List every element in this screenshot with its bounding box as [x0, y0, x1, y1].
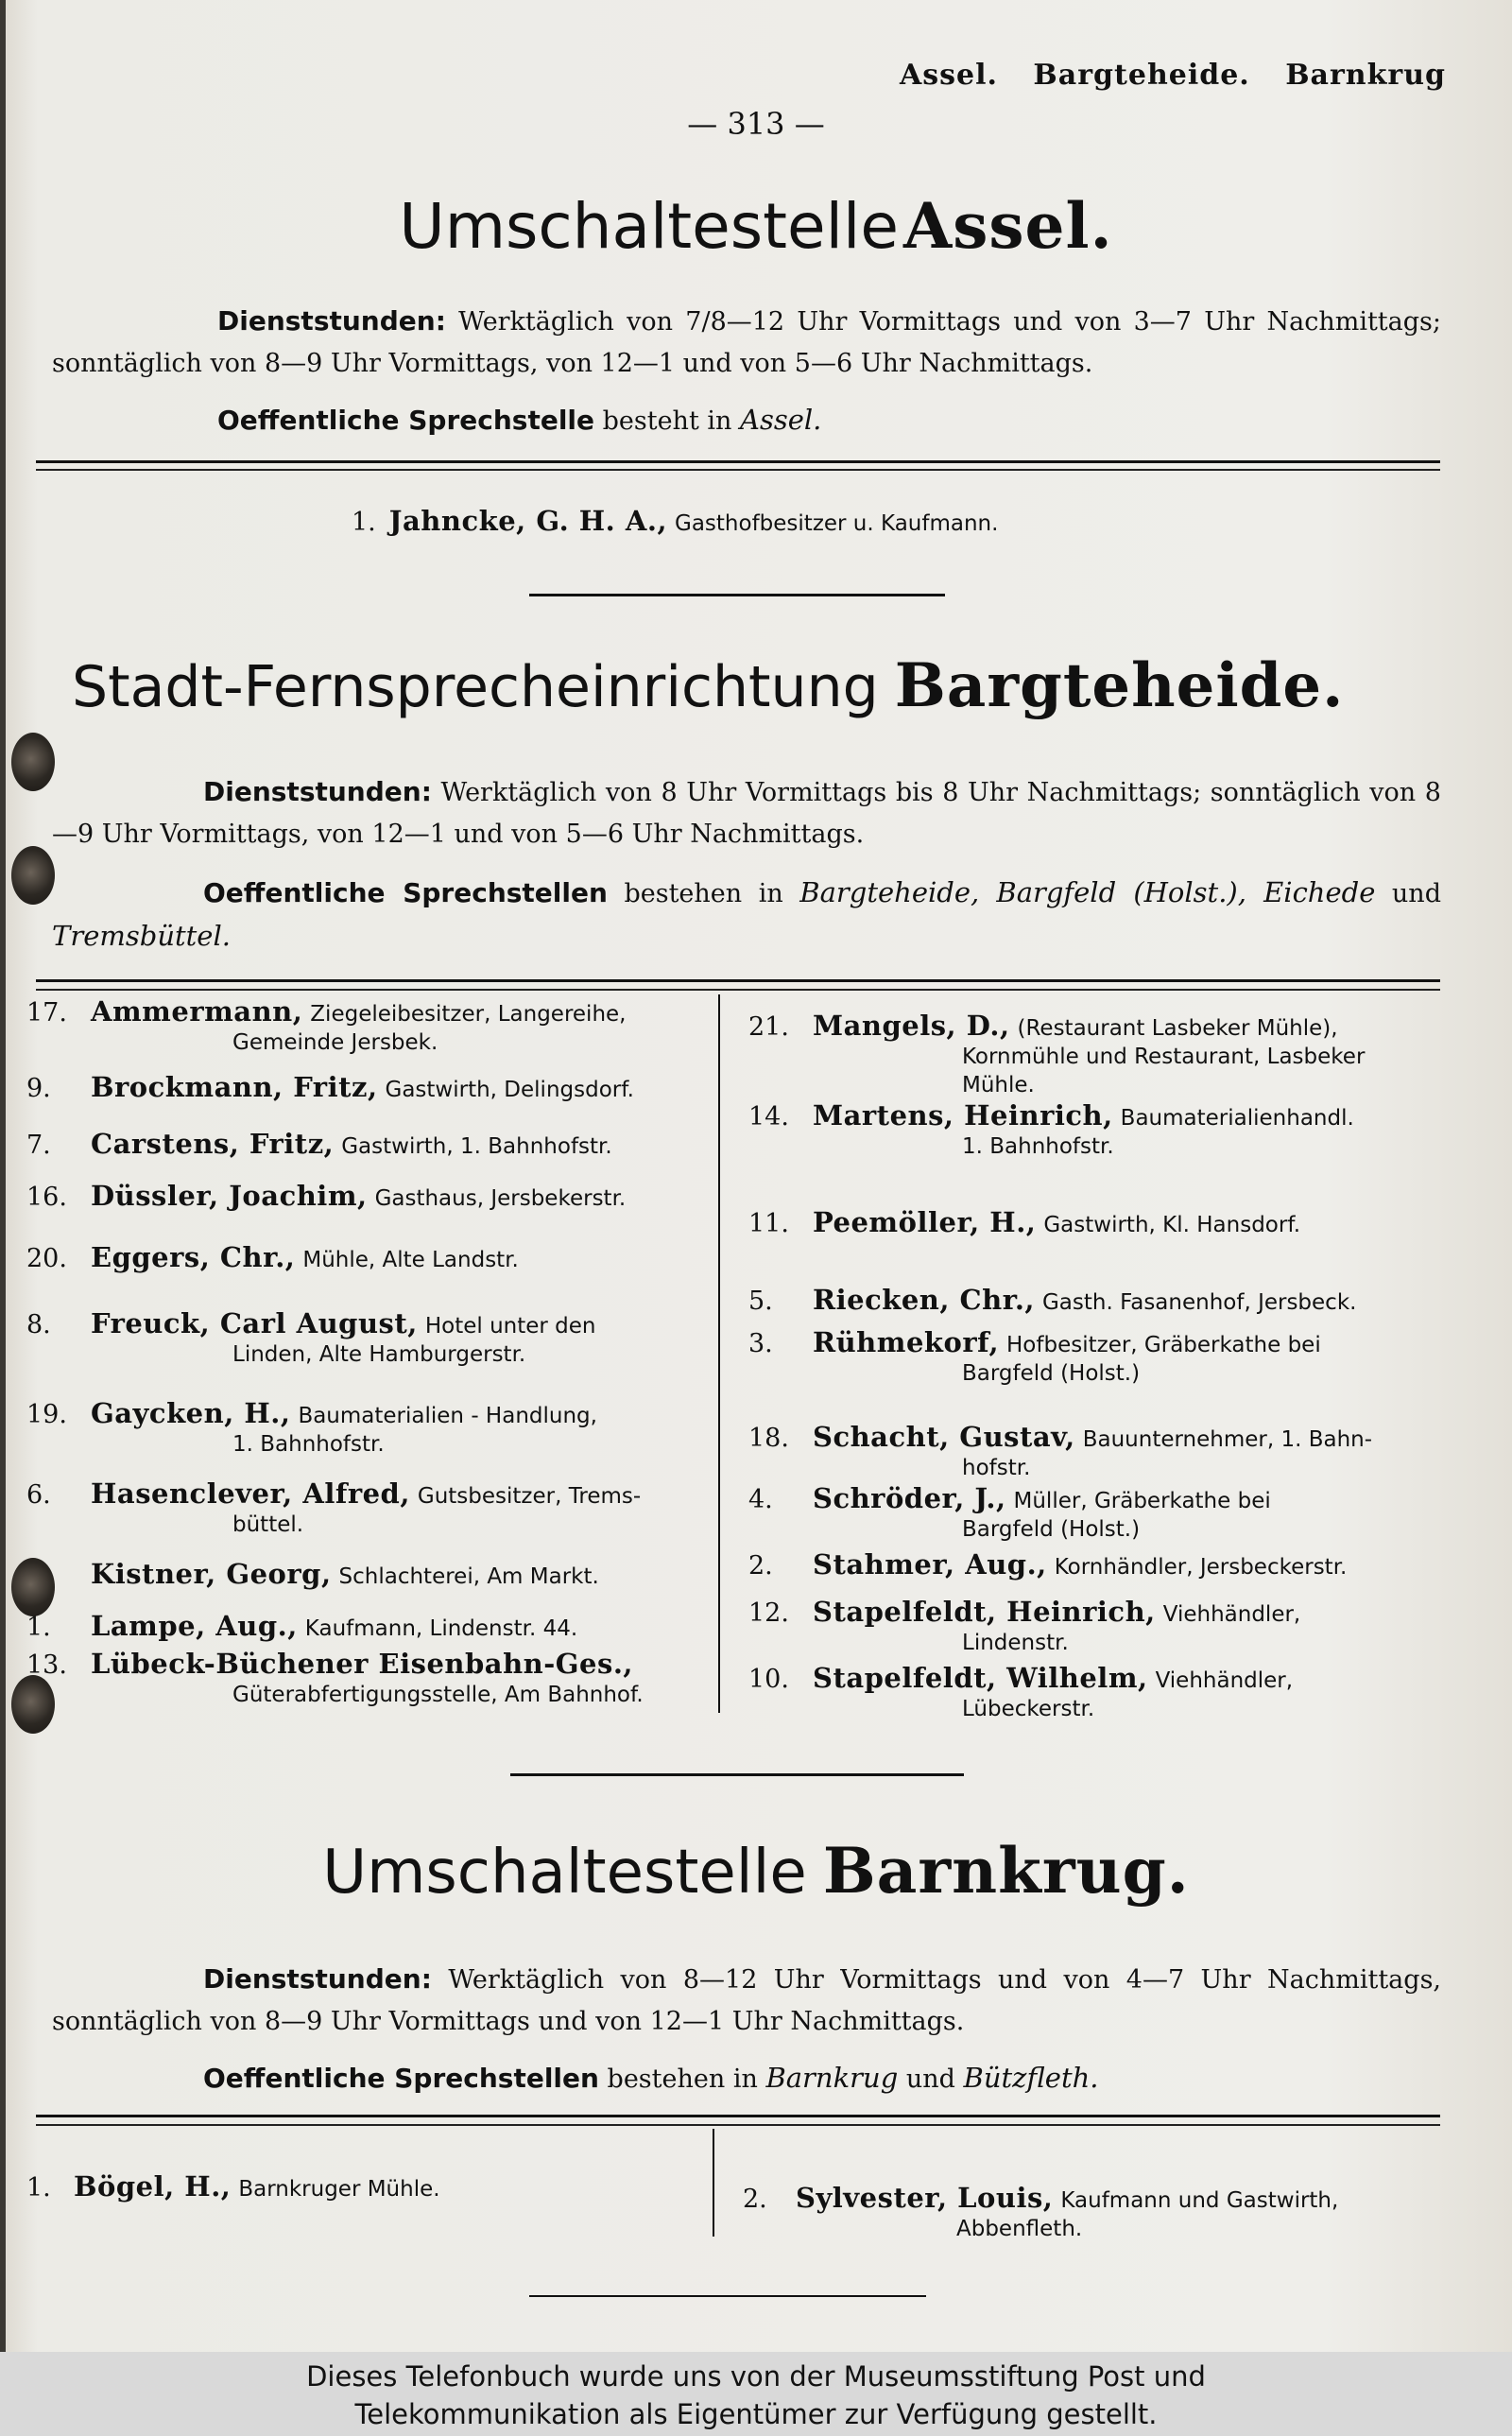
header-place: Barnkrug — [1285, 59, 1446, 92]
entry-number: 6. — [26, 1480, 51, 1510]
entry-continuation: hofstr. — [962, 1456, 1031, 1480]
list-item — [26, 1560, 707, 1591]
punch-hole — [11, 733, 55, 791]
entry-description: Gasth. Fasanenhof, Jersbeck. — [1041, 1290, 1357, 1315]
entry-continuation: 1. Bahnhofstr. — [232, 1432, 385, 1457]
entry-number: 8. — [26, 1310, 51, 1339]
section-divider — [529, 2295, 926, 2297]
entry-name: Eggers, Chr., — [91, 1241, 296, 1273]
entry-name: Carstens, Fritz, — [91, 1128, 335, 1160]
entry-name: Mangels, D., — [813, 1010, 1010, 1042]
entry-continuation: 1. Bahnhofstr. — [962, 1134, 1114, 1159]
entry-description: Baumaterialien - Handlung, — [298, 1404, 597, 1428]
entry-number: 3. — [748, 1329, 773, 1358]
section-title-barnkrug: Umschaltestelle Barnkrug. — [322, 1834, 1190, 1908]
column-divider — [718, 994, 720, 1713]
list-item — [26, 1130, 707, 1161]
entry-description: Mühle, Alte Landstr. — [302, 1248, 519, 1272]
list-item: 1. Jahncke, G. H. A., Gasthofbesitzer u. Kaufmann. — [352, 505, 999, 537]
entry-name: Riecken, Chr., — [813, 1284, 1036, 1316]
assel-hours: Dienststunden: Werktäglich von 7/8—12 Uhr Vormittags und von 3—7 Uhr Nachmittags; sonntäglich von 8—9 Uhr Vormittags, von 12—1 und von 5—6 Uhr Nachmittags. — [52, 305, 1441, 378]
entry-name: Hasenclever, Alfred, — [91, 1477, 410, 1510]
entry-continuation: Kornmühle und Restaurant, Lasbeker Mühle. — [962, 1045, 1366, 1097]
entry-description: Kornhändler, Jersbeckerstr. — [1054, 1555, 1348, 1580]
entry-name: Stapelfeldt, Wilhelm, — [813, 1662, 1148, 1694]
entry-description: Bauunternehmer, 1. Bahn- — [1082, 1427, 1373, 1452]
entry-number: 9. — [26, 1074, 51, 1103]
entry-name: Martens, Heinrich, — [813, 1099, 1113, 1132]
rule — [36, 2124, 1440, 2126]
entry-number: 14. — [748, 1102, 789, 1132]
list-item — [748, 1484, 1434, 1544]
entry-number: 18. — [748, 1424, 789, 1453]
entry-continuation: Gemeinde Jersbek. — [232, 1030, 438, 1055]
list-item — [26, 1309, 707, 1369]
entry-description: Gastwirth, 1. Bahnhofstr. — [341, 1134, 612, 1159]
entry-number: 5. — [748, 1287, 773, 1316]
rule — [36, 2115, 1440, 2117]
entry-name: Stahmer, Aug., — [813, 1548, 1047, 1581]
entry-description: Kaufmann, Lindenstr. 44. — [304, 1616, 578, 1641]
list-item — [26, 1479, 707, 1539]
list-item — [748, 1011, 1434, 1099]
entry-number: 1. — [26, 1613, 51, 1642]
entry-description: Hotel unter den — [424, 1314, 596, 1339]
header-place: Assel. — [899, 59, 998, 92]
list-item — [26, 997, 707, 1057]
entry-name: Schacht, Gustav, — [813, 1421, 1075, 1453]
bargteheide-offices: Oeffentliche Sprechstellen bestehen in Bargteheide, Bargfeld (Holst.), Eichede und Tremsbüttel. — [52, 876, 1441, 952]
list-item — [748, 1286, 1434, 1317]
assel-offices: Oeffentliche Sprechstelle besteht in Assel. — [217, 404, 822, 436]
entry-continuation: Bargfeld (Holst.) — [962, 1361, 1141, 1386]
list-item — [748, 1598, 1434, 1657]
list-item — [26, 1399, 707, 1459]
entry-description: Viehhändler, — [1155, 1668, 1294, 1693]
entry-name: Brockmann, Fritz, — [91, 1071, 378, 1103]
column-divider — [713, 2129, 714, 2237]
footer-line: Dieses Telefonbuch wurde uns von der Museumsstiftung Post und — [306, 2360, 1206, 2393]
entry-number: 10. — [748, 1665, 789, 1694]
list-item — [26, 1182, 707, 1213]
entry-number: 16. — [26, 1183, 67, 1212]
running-header — [875, 59, 1446, 92]
page-edge — [0, 0, 6, 2352]
entry-description: Gutsbesitzer, Trems- — [417, 1484, 642, 1509]
list-item — [26, 1073, 707, 1104]
entry-number: 13. — [26, 1650, 67, 1680]
list-item: 1. Bögel, H., Barnkruger Mühle. — [26, 2170, 440, 2203]
punch-hole — [11, 846, 55, 905]
list-item — [748, 1423, 1434, 1482]
entry-number: 4. — [748, 1485, 773, 1514]
entry-name: Lampe, Aug., — [91, 1610, 298, 1642]
entry-name: Peemöller, H., — [813, 1206, 1037, 1238]
entry-number: 17. — [26, 998, 67, 1028]
entry-name: Freuck, Carl August, — [91, 1307, 418, 1339]
bargteheide-hours: Dienststunden: Werktäglich von 8 Uhr Vormittags bis 8 Uhr Nachmittags; sonntäglich von 8—9 Uhr Vormittags, von 12—1 und von 5—6 Uhr Nachmittags. — [52, 776, 1441, 849]
section-title-assel: Umschaltestelle Assel. — [399, 189, 1113, 263]
entry-name: Gaycken, H., — [91, 1397, 291, 1429]
list-item — [748, 1664, 1434, 1723]
section-divider — [529, 594, 945, 596]
entry-name: Lübeck-Büchener Eisenbahn-Ges., — [91, 1648, 634, 1680]
entry-name: Stapelfeldt, Heinrich, — [813, 1596, 1156, 1628]
list-item — [26, 1243, 707, 1274]
section-divider — [510, 1773, 964, 1776]
entry-name: Kistner, Georg, — [91, 1558, 332, 1590]
header-place: Bargteheide. — [1033, 59, 1250, 92]
entry-description: Ziegeleibesitzer, Langereihe, — [310, 1002, 627, 1027]
entry-number: 19. — [26, 1400, 67, 1429]
entry-description: Gasthaus, Jersbekerstr. — [374, 1186, 627, 1211]
barnkrug-hours: Dienststunden: Werktäglich von 8—12 Uhr Vormittags und von 4—7 Uhr Nachmittags, sonntäglich von 8—9 Uhr Vormittags und von 12—1 Uhr Nachmittags. — [52, 1963, 1442, 2036]
list-item: 2. Sylvester, Louis, Kaufmann und Gastwirth, Abbenfleth. — [743, 2182, 1339, 2241]
entry-name: Schröder, J., — [813, 1482, 1006, 1514]
entry-continuation: Lindenstr. — [962, 1631, 1069, 1655]
entry-name: Düssler, Joachim, — [91, 1180, 368, 1212]
entry-number: 2. — [748, 1551, 773, 1581]
entry-description: Müller, Gräberkathe bei — [1013, 1489, 1271, 1513]
entry-continuation: Güterabfertigungsstelle, Am Bahnhof. — [232, 1683, 644, 1707]
list-item — [26, 1650, 707, 1709]
rule — [36, 989, 1440, 991]
entry-continuation: Linden, Alte Hamburgerstr. — [232, 1342, 526, 1367]
entry-number: 12. — [748, 1598, 789, 1628]
entry-continuation: Bargfeld (Holst.) — [962, 1517, 1141, 1542]
page-number: — 313 — — [687, 106, 825, 142]
footer-line: Telekommunikation als Eigentümer zur Verfügung gestellt. — [354, 2398, 1158, 2430]
footer-notice — [0, 2352, 1512, 2436]
section-title-bargteheide: Stadt-Fernsprecheinrichtung Bargteheide. — [72, 650, 1345, 721]
list-item — [748, 1550, 1434, 1581]
entry-number: 20. — [26, 1244, 67, 1273]
barnkrug-offices: Oeffentliche Sprechstellen bestehen in Barnkrug und Bützfleth. — [203, 2062, 1099, 2094]
entry-name: Ammermann, — [91, 995, 303, 1028]
entry-description: Hofbesitzer, Gräberkathe bei — [1006, 1333, 1321, 1357]
rule — [36, 469, 1440, 471]
rule — [36, 460, 1440, 463]
list-item — [748, 1101, 1434, 1161]
rule — [36, 979, 1440, 982]
entry-description: Schlachterei, Am Markt. — [338, 1564, 599, 1589]
list-item — [26, 1612, 707, 1643]
entry-continuation: Lübeckerstr. — [962, 1697, 1095, 1721]
list-item — [748, 1328, 1434, 1388]
entry-description: Viehhändler, — [1162, 1602, 1301, 1627]
entry-description: (Restaurant Lasbeker Mühle), — [1017, 1016, 1338, 1041]
entry-continuation: büttel. — [232, 1512, 304, 1537]
entry-name: Rühmekorf, — [813, 1326, 1000, 1358]
entry-description: Gastwirth, Kl. Hansdorf. — [1043, 1213, 1301, 1237]
entry-description: Gastwirth, Delingsdorf. — [385, 1078, 634, 1102]
entry-number: 11. — [748, 1209, 789, 1238]
entry-description: Baumaterialienhandl. — [1120, 1106, 1354, 1131]
entry-number: 7. — [26, 1131, 51, 1160]
list-item — [748, 1208, 1434, 1239]
entry-number: 21. — [748, 1012, 789, 1042]
